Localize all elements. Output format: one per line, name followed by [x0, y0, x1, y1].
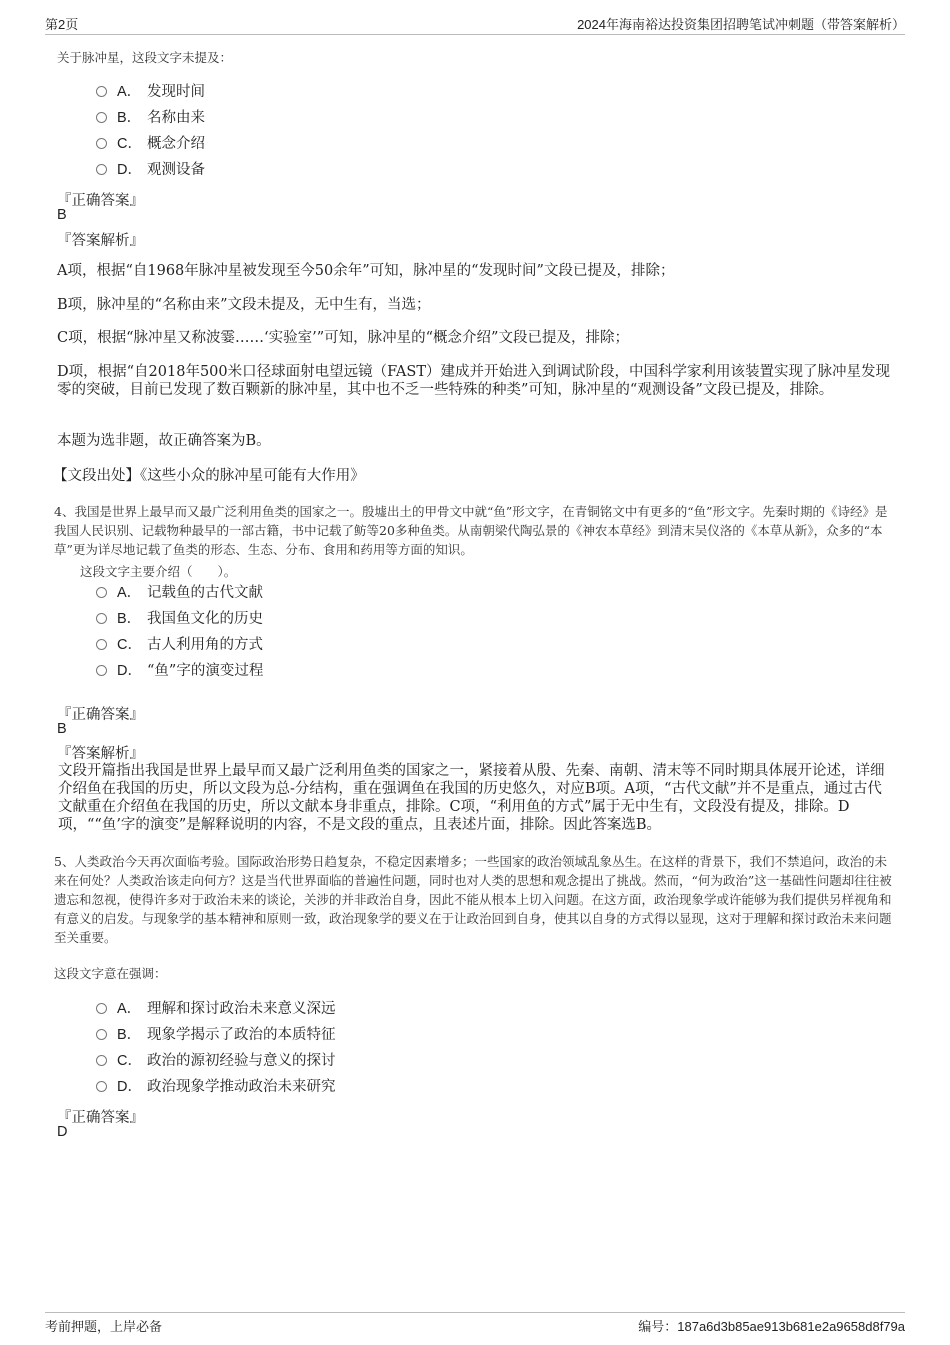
- radio-icon[interactable]: [96, 587, 107, 598]
- q4-answer: B: [57, 721, 67, 737]
- q4-prompt: 这段文字主要介绍（ ）。: [80, 564, 237, 579]
- document-title: 2024年海南裕达投资集团招聘笔试冲刺题（带答案解析）: [577, 17, 905, 32]
- radio-icon[interactable]: [96, 1029, 107, 1040]
- radio-icon[interactable]: [96, 1055, 107, 1066]
- radio-icon[interactable]: [96, 86, 107, 97]
- q3-stem: 关于脉冲星，这段文字未提及：: [57, 50, 233, 65]
- q3-option-a[interactable]: A． 发现时间: [96, 82, 205, 102]
- q5-option-c[interactable]: C． 政治的源初经验与意义的探讨: [96, 1051, 336, 1071]
- q3-analysis-b: B项，脉冲星的“名称由来”文段未提及，无中生有，当选；: [57, 297, 431, 313]
- document-code: 编号：187a6d3b85ae913b681e2a9658d8f79a: [638, 1319, 905, 1334]
- q5-stem: 5、人类政治今天再次面临考验。国际政治形势日趋复杂，不稳定因素增多；一些国家的政治领域乱象丛生。在这样的背景下，我们不禁追问，政治的未来在何处？人类政治该走向何方？这是当代世界面临的普遍性问题，同时也对人类的思想和观念提出了挑战。然而，“何为政治”这一基础性问题却往往被遗忘和忽视，使得许多对于政治未来的谈论，关涉的并非政治自身，因此不能从根本上切入问题。在这方面，政治现象学或许能够为我们提供另样视角和有意义的启发。与现象学的基本精神和原则一致，政治现象学的要义在于让政治回到自身，使其以自身的方式得以显现，这对于理解和探讨政治未来问题至关重要。: [54, 854, 892, 945]
- q4-option-a[interactable]: A． 记载鱼的古代文献: [96, 583, 263, 603]
- q3-analysis-label: 『答案解析』: [57, 233, 144, 249]
- q4-stem: 4、我国是世界上最早而又最广泛利用鱼类的国家之一。殷墟出土的甲骨文中就“鱼”形文字，在青铜铭文中有更多的“鱼”形文字。先秦时期的《诗经》是我国人民识别、记载物种最早的一部古籍，书中记载了鲂等20多种鱼类。从南朝梁代陶弘景的《神农本草经》到清末吴仪洛的《本草从新》，众多的“本草”更为详尽地记载了鱼类的形态、生态、分布、食用和药用等方面的知识。: [54, 504, 888, 557]
- page-header: [45, 14, 905, 35]
- q4-analysis-label: 『答案解析』: [57, 746, 144, 762]
- footer-slogan: 考前押题，上岸必备: [45, 1320, 163, 1335]
- q4-answer-label: 『正确答案』: [57, 707, 144, 723]
- q5-option-d[interactable]: D． 政治现象学推动政治未来研究: [96, 1077, 336, 1097]
- q3-option-d[interactable]: D． 观测设备: [96, 160, 205, 180]
- q4-option-b[interactable]: B． 我国鱼文化的历史: [96, 609, 263, 629]
- q3-analysis-a: A项，根据“自1968年脉冲星被发现至今50余年”可知，脉冲星的“发现时间”文段已提及，排除；: [57, 263, 675, 279]
- q3-option-c[interactable]: C． 概念介绍: [96, 134, 205, 154]
- radio-icon[interactable]: [96, 613, 107, 624]
- q5-option-b[interactable]: B． 现象学揭示了政治的本质特征: [96, 1025, 336, 1045]
- radio-icon[interactable]: [96, 138, 107, 149]
- q4-analysis: 文段开篇指出我国是世界上最早而又最广泛利用鱼类的国家之一，紧接着从殷、先秦、南朝、清末等不同时期具体展开论述，详细介绍鱼在我国的历史，所以文段为总-分结构，重在强调鱼在我国的历史悠久，对应B项。A项，“古代文献”并不是重点，通过古代文献重在介绍鱼在我国的历史，所以文献本身非重点，排除。C项，“利用鱼的方式”属于无中生有，文段没有提及，排除。D项，““鱼’字的演变”是解释说明的内容，不是文段的重点，且表述片面，排除。因此答案选B。: [58, 763, 885, 833]
- q4-option-d[interactable]: D． “鱼”字的演变过程: [96, 661, 263, 681]
- q3-source: 【文段出处】《这些小众的脉冲星可能有大作用》: [53, 468, 365, 484]
- radio-icon[interactable]: [96, 1003, 107, 1014]
- radio-icon[interactable]: [96, 112, 107, 123]
- q5-answer: D: [57, 1124, 68, 1140]
- q3-analysis-c: C项，根据“脉冲星又称波霎……‘实验室’”可知，脉冲星的“概念介绍”文段已提及，排除；: [57, 330, 629, 346]
- radio-icon[interactable]: [96, 665, 107, 676]
- q5-option-a[interactable]: A． 理解和探讨政治未来意义深远: [96, 999, 336, 1019]
- q5-answer-label: 『正确答案』: [57, 1110, 144, 1126]
- q3-option-b[interactable]: B． 名称由来: [96, 108, 205, 128]
- q4-option-c[interactable]: C． 古人利用角的方式: [96, 635, 263, 655]
- radio-icon[interactable]: [96, 639, 107, 650]
- q3-conclusion: 本题为选非题，故正确答案为B。: [57, 433, 271, 449]
- q3-answer-label: 『正确答案』: [57, 193, 144, 209]
- q3-answer: B: [57, 207, 67, 223]
- page-footer: [45, 1312, 905, 1335]
- page-number: 第2页: [45, 17, 79, 32]
- radio-icon[interactable]: [96, 1081, 107, 1092]
- q5-prompt: 这段文字意在强调：: [54, 966, 167, 981]
- q3-analysis-d: D项，根据“自2018年500米口径球面射电望远镜（FAST）建成并开始进入到调试阶段，中国科学家利用该装置实现了脉冲星发现零的突破，目前已发现了数百颗新的脉冲星，其中也不乏一些特殊的种类”可知，脉冲星的“观测设备”文段已提及，排除。: [57, 364, 890, 398]
- radio-icon[interactable]: [96, 164, 107, 175]
